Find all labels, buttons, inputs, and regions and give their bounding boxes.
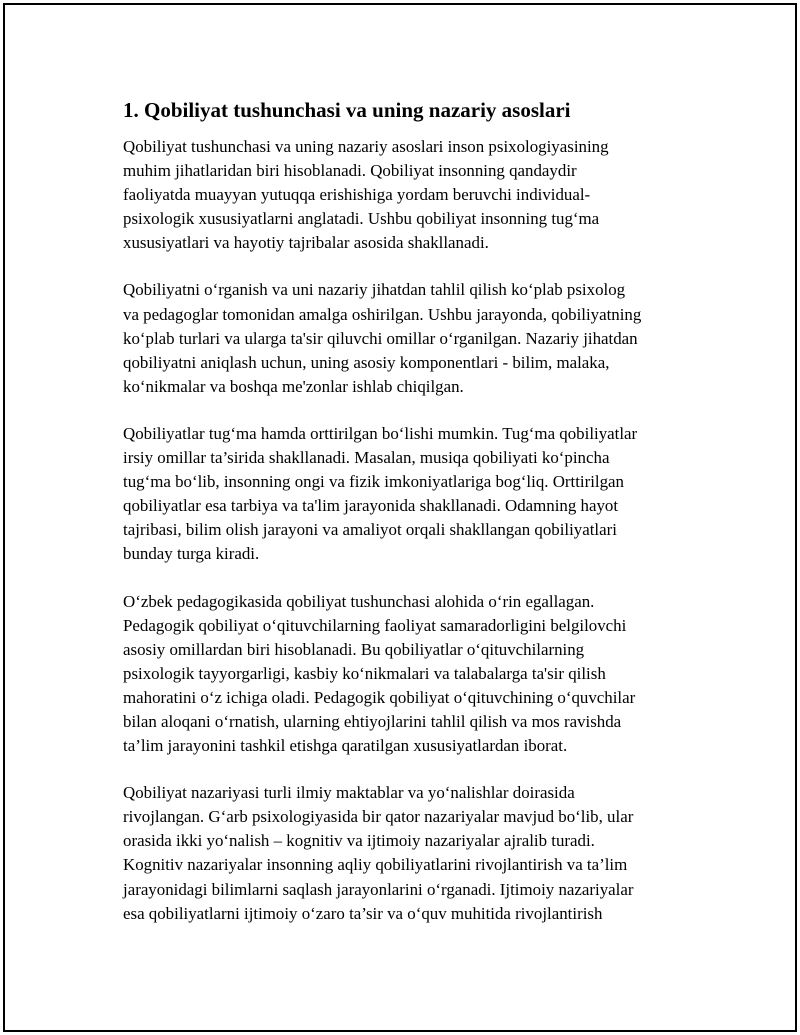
text-line: O‘zbek pedagogikasida qobiliyat tushunchasi alohida o‘rin egallagan. [123,591,595,611]
paragraph-3 [123,422,701,567]
text-line: Qobiliyatlar tug‘ma hamda orttirilgan bo‘lishi mumkin. Tug‘ma qobiliyatlar [123,423,638,443]
text-line: Qobiliyat nazariyasi turli ilmiy maktablar va yo‘nalishlar doirasida [123,783,575,803]
text-line: esa qobiliyatlarni ijtimoiy o‘zaro ta’sir va o‘quv muhitida rivojlantirish [123,903,603,923]
text-line: bilan aloqani o‘rnatish, ularning ehtiyojlarini tahlil qilish va mos ravishda [123,711,622,731]
text-line: qobiliyatni aniqlash uchun, uning asosiy komponentlari - bilim, malaka, [123,352,610,372]
text-line: xususiyatlari va hayotiy tajribalar asosida shakllanadi. [123,233,489,253]
section-heading: 1. Qobiliyat tushunchasi va uning nazariy asoslari [123,98,571,122]
text-line: tajribasi, bilim olish jarayoni va amaliyot orqali shakllangan qobiliyatlari [123,520,617,540]
document-body [121,96,701,949]
text-line: psixologik xususiyatlarni anglatadi. Ushbu qobiliyat insonning tug‘ma [123,209,600,229]
paragraph-5 [123,781,701,926]
text-line: Pedagogik qobiliyat o‘qituvchilarning faoliyat samaradorligini belgilovchi [123,615,627,635]
paragraph-2 [123,278,701,398]
text-line: Kognitiv nazariyalar insonning aqliy qobiliyatlarini rivojlantirish va ta’lim [123,855,628,875]
text-line: bunday turga kiradi. [123,544,260,564]
text-line: jarayonidagi bilimlarni saqlash jarayonlarini o‘rganadi. Ijtimoiy nazariyalar [123,879,634,899]
text-line: va pedagoglar tomonidan amalga oshirilgan. Ushbu jarayonda, qobiliyatning [123,304,642,324]
text-line: mahoratini o‘z ichiga oladi. Pedagogik qobiliyat o‘qituvchining o‘quvchilar [123,687,636,707]
page-frame [3,3,797,1032]
text-line: Qobiliyat tushunchasi va uning nazariy asoslari inson psixologiyasining [123,137,609,156]
text-line: orasida ikki yo‘nalish – kognitiv va ijtimoiy nazariyalar ajralib turadi. [123,831,595,851]
paragraph-1 [123,135,701,255]
text-line: asosiy omillardan biri hisoblanadi. Bu qobiliyatlar o‘qituvchilarning [123,639,585,659]
text-line: irsiy omillar ta’sirida shakllanadi. Masalan, musiqa qobiliyati ko‘pincha [123,448,610,468]
text-line: qobiliyatlar esa tarbiya va ta'lim jarayonida shakllanadi. Odamning hayot [123,496,619,516]
text-line: Qobiliyatni o‘rganish va uni nazariy jihatdan tahlil qilish ko‘plab psixolog [123,280,626,300]
text-line: tug‘ma bo‘lib, insonning ongi va fizik imkoniyatlariga bog‘liq. Orttirilgan [123,472,625,492]
text-line: psixologik tayyorgarligi, kasbiy ko‘nikmalari va talabalarga ta'sir qilish [123,663,606,683]
text-line: ta’lim jarayonini tashkil etishga qaratilgan xususiyatlardan iborat. [123,736,568,756]
text-line: ko‘plab turlari va ularga ta'sir qiluvchi omillar o‘rganilgan. Nazariy jihatdan [123,328,638,348]
text-line: ko‘nikmalar va boshqa me'zonlar ishlab chiqilgan. [123,376,464,396]
text-line: faoliyatda muayyan yutuqqa erishishiga yordam beruvchi individual- [123,185,591,205]
text-line: muhim jihatlaridan biri hisoblanadi. Qobiliyat insonning qandaydir [123,161,577,181]
paragraph-4 [123,590,701,759]
text-line: rivojlangan. G‘arb psixologiyasida bir qator nazariyalar mavjud bo‘lib, ular [123,807,634,827]
